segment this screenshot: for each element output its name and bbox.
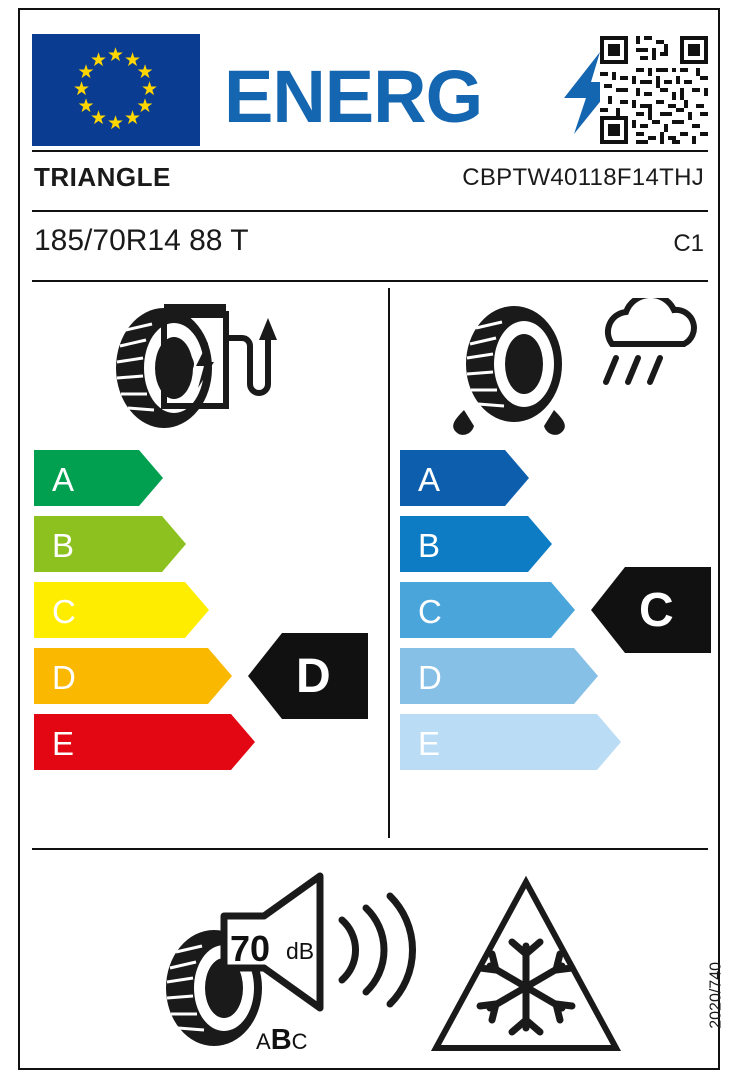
- regulation-code: 2020/740: [708, 962, 725, 1029]
- class-bar-label: C: [52, 593, 76, 630]
- three-peak-mountain-snowflake-icon: [426, 872, 626, 1062]
- eu-star: ★: [77, 96, 95, 117]
- label-header: [32, 24, 708, 142]
- class-bar-a: [34, 450, 163, 506]
- rating-letter: D: [296, 650, 331, 703]
- product-code: CBPTW40118F14THJ: [462, 164, 704, 191]
- wet-grip-panel: [400, 298, 730, 838]
- fuel-class-scale: [34, 450, 255, 780]
- class-bar-label: A: [52, 461, 75, 498]
- fuel-rating-arrow: [248, 633, 368, 719]
- class-bar-c: [34, 582, 209, 638]
- noise-value: 70: [230, 928, 271, 969]
- class-bar-e: [400, 714, 621, 770]
- class-bar-e: [34, 714, 255, 770]
- class-bar-d: [400, 648, 598, 704]
- vertical-divider: [388, 288, 390, 838]
- eu-star: ★: [141, 79, 159, 100]
- class-bar-label: B: [418, 527, 441, 564]
- tyre-rain-cloud-icon: [400, 298, 730, 438]
- tyre-class: C1: [673, 230, 704, 257]
- eu-star: ★: [136, 62, 154, 83]
- divider-bottom: [32, 848, 708, 850]
- tyre-fuel-pump-icon: [34, 298, 364, 438]
- class-bar-c: [400, 582, 575, 638]
- class-bar-label: A: [418, 461, 441, 498]
- noise-class-b: B: [270, 1024, 292, 1056]
- divider-size: [32, 280, 708, 282]
- class-bar-label: E: [52, 725, 75, 762]
- divider-top: [32, 150, 708, 152]
- class-bar-b: [400, 516, 552, 572]
- eu-flag-icon: [32, 34, 200, 146]
- noise-class-a: A: [256, 1029, 271, 1054]
- eu-star: ★: [136, 96, 154, 117]
- noise-class-scale: [256, 1024, 308, 1057]
- brand-name: TRIANGLE: [34, 162, 171, 192]
- fuel-efficiency-panel: [34, 298, 364, 838]
- class-bar-label: C: [418, 593, 442, 630]
- class-bar-label: D: [418, 659, 442, 696]
- class-bar-a: [400, 450, 529, 506]
- qr-code-icon: [600, 36, 708, 144]
- class-bar-label: E: [418, 725, 441, 762]
- class-bar-label: D: [52, 659, 76, 696]
- class-bar-d: [34, 648, 232, 704]
- wet-class-scale: [400, 450, 621, 780]
- rating-letter: C: [639, 584, 674, 637]
- noise-unit: dB: [286, 938, 315, 964]
- eu-star: ★: [90, 49, 108, 71]
- eu-star: ★: [90, 108, 108, 130]
- eu-star: ★: [107, 45, 125, 66]
- eu-star: ★: [73, 79, 91, 100]
- wet-rating-arrow: [591, 567, 711, 653]
- energ-wordmark: ENERG: [224, 55, 483, 138]
- eu-star: ★: [124, 49, 142, 71]
- tyre-energy-label: [18, 8, 725, 1070]
- class-bar-label: B: [52, 527, 75, 564]
- eu-star: ★: [124, 108, 142, 130]
- noise-and-snow-panel: [34, 856, 725, 1070]
- eu-star: ★: [77, 62, 95, 83]
- eu-star: ★: [107, 113, 125, 134]
- tyre-size: 185/70R14 88 T: [34, 224, 249, 257]
- noise-class-c: C: [291, 1029, 308, 1054]
- class-bar-b: [34, 516, 186, 572]
- divider-brand: [32, 210, 708, 212]
